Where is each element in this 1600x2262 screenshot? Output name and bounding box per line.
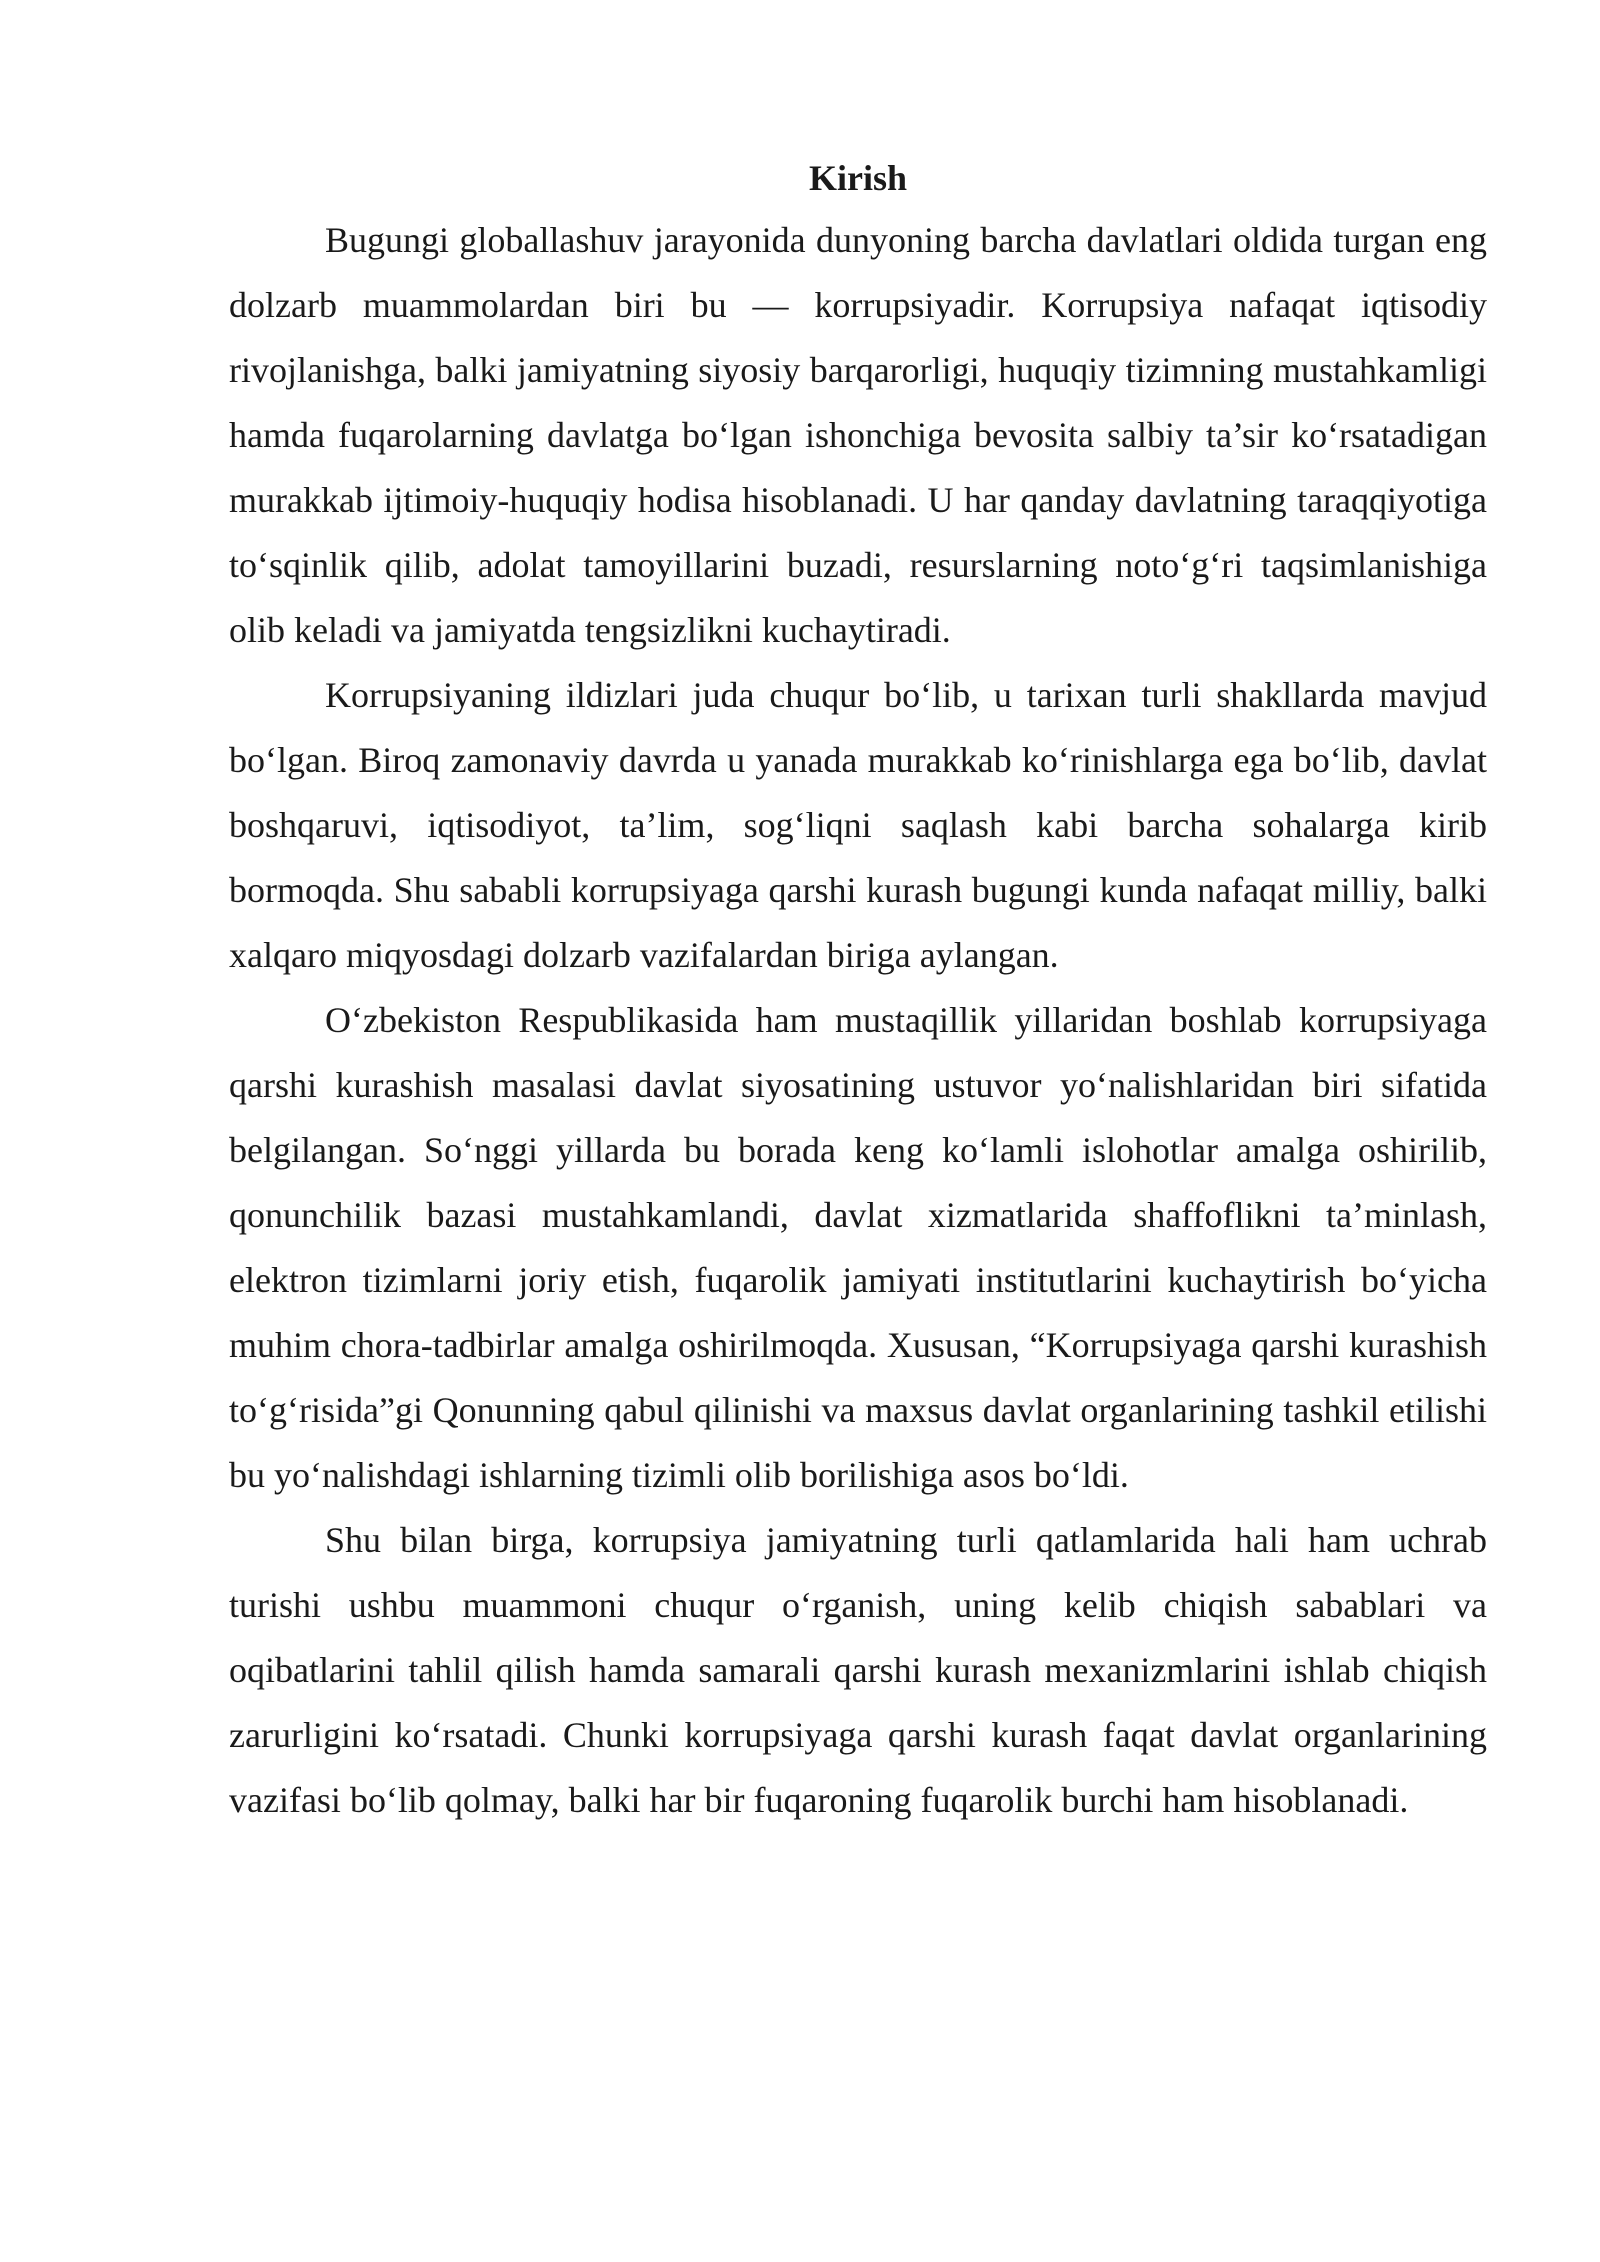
- paragraph-1: Bugungi globallashuv jarayonida dunyoning barcha davlatlari oldida turgan eng dolzarb muammolardan biri bu — korrupsiyadir. Korrupsiya nafaqat iqtisodiy rivojlanishga, balki jamiyatning siyosiy barqarorligi, huquqiy tizimning mustahkamligi hamda fuqarolarning davlatga bo‘lgan ishonchiga bevosita salbiy ta’sir ko‘rsatadigan murakkab ijtimoiy-huquqiy hodisa hisoblanadi. U har qanday davlatning taraqqiyotiga to‘sqinlik qilib, adolat tamoyillarini buzadi, resurslarning noto‘g‘ri taqsimlanishiga olib keladi va jamiyatda tengsizlikni kuchaytiradi.: [229, 220, 1487, 650]
- paragraph-2: Korrupsiyaning ildizlari juda chuqur bo‘lib, u tarixan turli shakllarda mavjud bo‘lgan. Biroq zamonaviy davrda u yanada murakkab ko‘rinishlarga ega bo‘lib, davlat boshqaruvi, iqtisodiyot, ta’lim, sog‘liqni saqlash kabi barcha sohalarga kirib bormoqda. Shu sababli korrupsiyaga qarshi kurash bugungi kunda nafaqat milliy, balki xalqaro miqyosdagi dolzarb vazifalardan biriga aylangan.: [229, 675, 1487, 975]
- paragraph-4: Shu bilan birga, korrupsiya jamiyatning turli qatlamlarida hali ham uchrab turishi ushbu muammoni chuqur o‘rganish, uning kelib chiqish sabablari va oqibatlarini tahlil qilish hamda samarali qarshi kurash mexanizmlarini ishlab chiqish zarurligini ko‘rsatadi. Chunki korrupsiyaga qarshi kurash faqat davlat organlarining vazifasi bo‘lib qolmay, balki har bir fuqaroning fuqarolik burchi ham hisoblanadi.: [229, 1520, 1487, 1820]
- document-body: [229, 148, 1487, 1833]
- section-title: Kirish: [808, 158, 907, 198]
- paragraph-3: O‘zbekiston Respublikasida ham mustaqillik yillaridan boshlab korrupsiyaga qarshi kurashish masalasi davlat siyosatining ustuvor yo‘nalishlaridan biri sifatida belgilangan. So‘nggi yillarda bu borada keng ko‘lamli islohotlar amalga oshirilib, qonunchilik bazasi mustahkamlandi, davlat xizmatlarida shaffoflikni ta’minlash, elektron tizimlarni joriy etish, fuqarolik jamiyati institutlarini kuchaytirish bo‘yicha muhim chora-tadbirlar amalga oshirilmoqda. Xususan, “Korrupsiyaga qarshi kurashish to‘g‘risida”gi Qonunning qabul qilinishi va maxsus davlat organlarining tashkil etilishi bu yo‘nalishdagi ishlarning tizimli olib borilishiga asos bo‘ldi.: [229, 1000, 1487, 1495]
